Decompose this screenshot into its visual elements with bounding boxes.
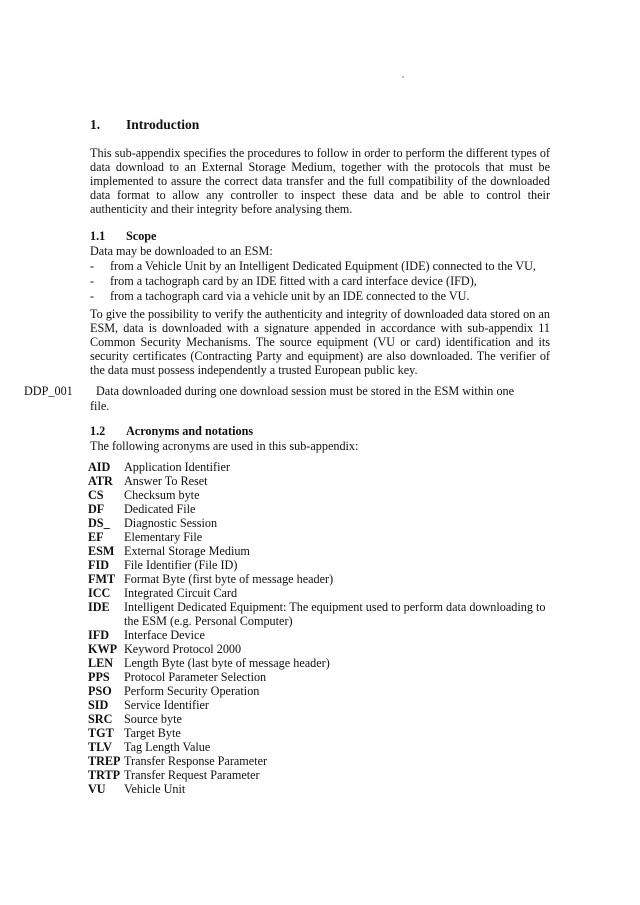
acronym-definition: Keyword Protocol 2000: [124, 642, 242, 656]
acronym-definition: Tag Length Value: [124, 740, 211, 754]
acronym-definition: Elementary File: [124, 530, 203, 544]
acronym-row: [88, 516, 552, 530]
acronym: AID: [88, 460, 111, 474]
acronym: CS: [88, 488, 104, 502]
acronym: EF: [88, 530, 104, 544]
acronym: DS_: [88, 516, 110, 530]
acronym: PPS: [88, 670, 110, 684]
acronym-definition: Dedicated File: [124, 502, 196, 516]
acronym-definition: Perform Security Operation: [124, 684, 260, 698]
requirement-id: DDP_001: [24, 384, 73, 398]
acronym-row: [88, 642, 552, 656]
acronym: DF: [88, 502, 105, 516]
bullet-text: from a tachograph card via a vehicle unit by an IDE connected to the VU.: [110, 289, 470, 303]
acronym-definition: Diagnostic Session: [124, 516, 218, 530]
bullet-dash: -: [90, 274, 95, 288]
acronym-definition: Transfer Response Parameter: [124, 754, 268, 768]
acronym-row: [88, 488, 552, 502]
acronym-row: [88, 670, 552, 684]
intro-paragraph: This sub-appendix specifies the procedures to follow in order to perform the different types of data download to an External Storage Medium, together with the protocols that must be implemented to assure the correct data transfer and the full compatibility of the downloaded data format to allow any controller to inspect these data and be able to control their authenticity and their integrity before analysing them.: [90, 146, 550, 216]
acronym: TGT: [88, 726, 114, 740]
acronym-definition: Intelligent Dedicated Equipment: The equipment used to perform data downloading to the ESM (e.g. Personal Computer): [124, 600, 546, 628]
acronym-definition: Format Byte (first byte of message header): [124, 572, 334, 586]
acronym: IDE: [88, 600, 110, 614]
acronyms-number: 1.2: [90, 424, 106, 438]
acronym-definition: Checksum byte: [124, 488, 200, 502]
acronyms-lead: The following acronyms are used in this sub-appendix:: [90, 439, 359, 453]
bullet-text: from a tachograph card by an IDE fitted with a card interface device (IFD),: [110, 274, 477, 288]
acronym: PSO: [88, 684, 112, 698]
acronym: TREP: [88, 754, 121, 768]
acronym-row: [88, 740, 552, 754]
acronym-row: [88, 460, 552, 474]
verify-paragraph: To give the possibility to verify the authenticity and integrity of downloaded data stored on an ESM, data is downloaded with a signature appended in accordance with sub-appendix 11 Common Security Mechanisms. The source equipment (VU or card) identification and its security certificates (Contracting Party and equipment) are also downloaded. The verifier of the data must possess independently a trusted European public key.: [90, 307, 550, 377]
section-number: 1.: [90, 117, 101, 132]
acronym: TRTP: [88, 768, 121, 782]
acronym-row: [88, 600, 552, 628]
list-item: [90, 289, 536, 304]
acronym-definition: Length Byte (last byte of message header): [124, 656, 330, 670]
acronym: ESM: [88, 544, 115, 558]
acronym-row: [88, 782, 552, 796]
acronym-row: [88, 572, 552, 586]
bullet-dash: -: [90, 259, 95, 273]
acronym: LEN: [88, 656, 114, 670]
acronym-row: [88, 754, 552, 768]
bullet-dash: -: [90, 289, 95, 303]
acronym-row: [88, 712, 552, 726]
acronym-row: [88, 502, 552, 516]
requirement-text: Data downloaded during one download session must be stored in the ESM within one: [96, 384, 515, 398]
acronym-list: [88, 460, 552, 796]
acronym-definition: Integrated Circuit Card: [124, 586, 238, 600]
section-heading: [90, 118, 199, 132]
acronym: KWP: [88, 642, 118, 656]
acronym-row: [88, 586, 552, 600]
acronym-row: [88, 698, 552, 712]
acronym: FMT: [88, 572, 116, 586]
acronym-row: [88, 726, 552, 740]
acronym-definition: Application Identifier: [124, 460, 230, 474]
section-title: Introduction: [126, 117, 200, 132]
acronym: ICC: [88, 586, 111, 600]
bullet-text: from a Vehicle Unit by an Intelligent Dedicated Equipment (IDE) connected to the VU,: [110, 259, 536, 273]
acronym-row: [88, 544, 552, 558]
acronym-definition: Transfer Request Parameter: [124, 768, 260, 782]
acronym: FID: [88, 558, 109, 572]
acronym-row: [88, 558, 552, 572]
list-item: [90, 259, 536, 274]
acronym: TLV: [88, 740, 112, 754]
scope-number: 1.1: [90, 229, 106, 243]
acronym-definition: External Storage Medium: [124, 544, 250, 558]
list-item: [90, 274, 536, 289]
acronym-definition: Protocol Parameter Selection: [124, 670, 267, 684]
acronym: VU: [88, 782, 106, 796]
acronym-row: [88, 684, 552, 698]
acronym-row: [88, 656, 552, 670]
acronym-definition: Source byte: [124, 712, 182, 726]
scan-speck: [402, 76, 404, 78]
acronym-row: [88, 768, 552, 782]
acronym-definition: Vehicle Unit: [124, 782, 186, 796]
acronym: SRC: [88, 712, 113, 726]
scope-heading: [90, 229, 156, 243]
acronym-definition: Service Identifier: [124, 698, 209, 712]
acronym-definition: File Identifier (File ID): [124, 558, 238, 572]
acronym-row: [88, 474, 552, 488]
acronym-row: [88, 628, 552, 642]
acronyms-title: Acronyms and notations: [126, 424, 254, 438]
acronym-definition: Target Byte: [124, 726, 181, 740]
acronym-row: [88, 530, 552, 544]
acronym-definition: Interface Device: [124, 628, 205, 642]
acronym: SID: [88, 698, 109, 712]
requirement-text-continuation: file.: [90, 399, 110, 413]
acronym: ATR: [88, 474, 113, 488]
scope-lead: Data may be downloaded to an ESM:: [90, 244, 273, 258]
scope-title: Scope: [126, 229, 157, 243]
acronyms-heading: [90, 424, 253, 438]
acronym: IFD: [88, 628, 109, 642]
scope-bullet-list: [90, 259, 536, 304]
acronym-definition: Answer To Reset: [124, 474, 208, 488]
